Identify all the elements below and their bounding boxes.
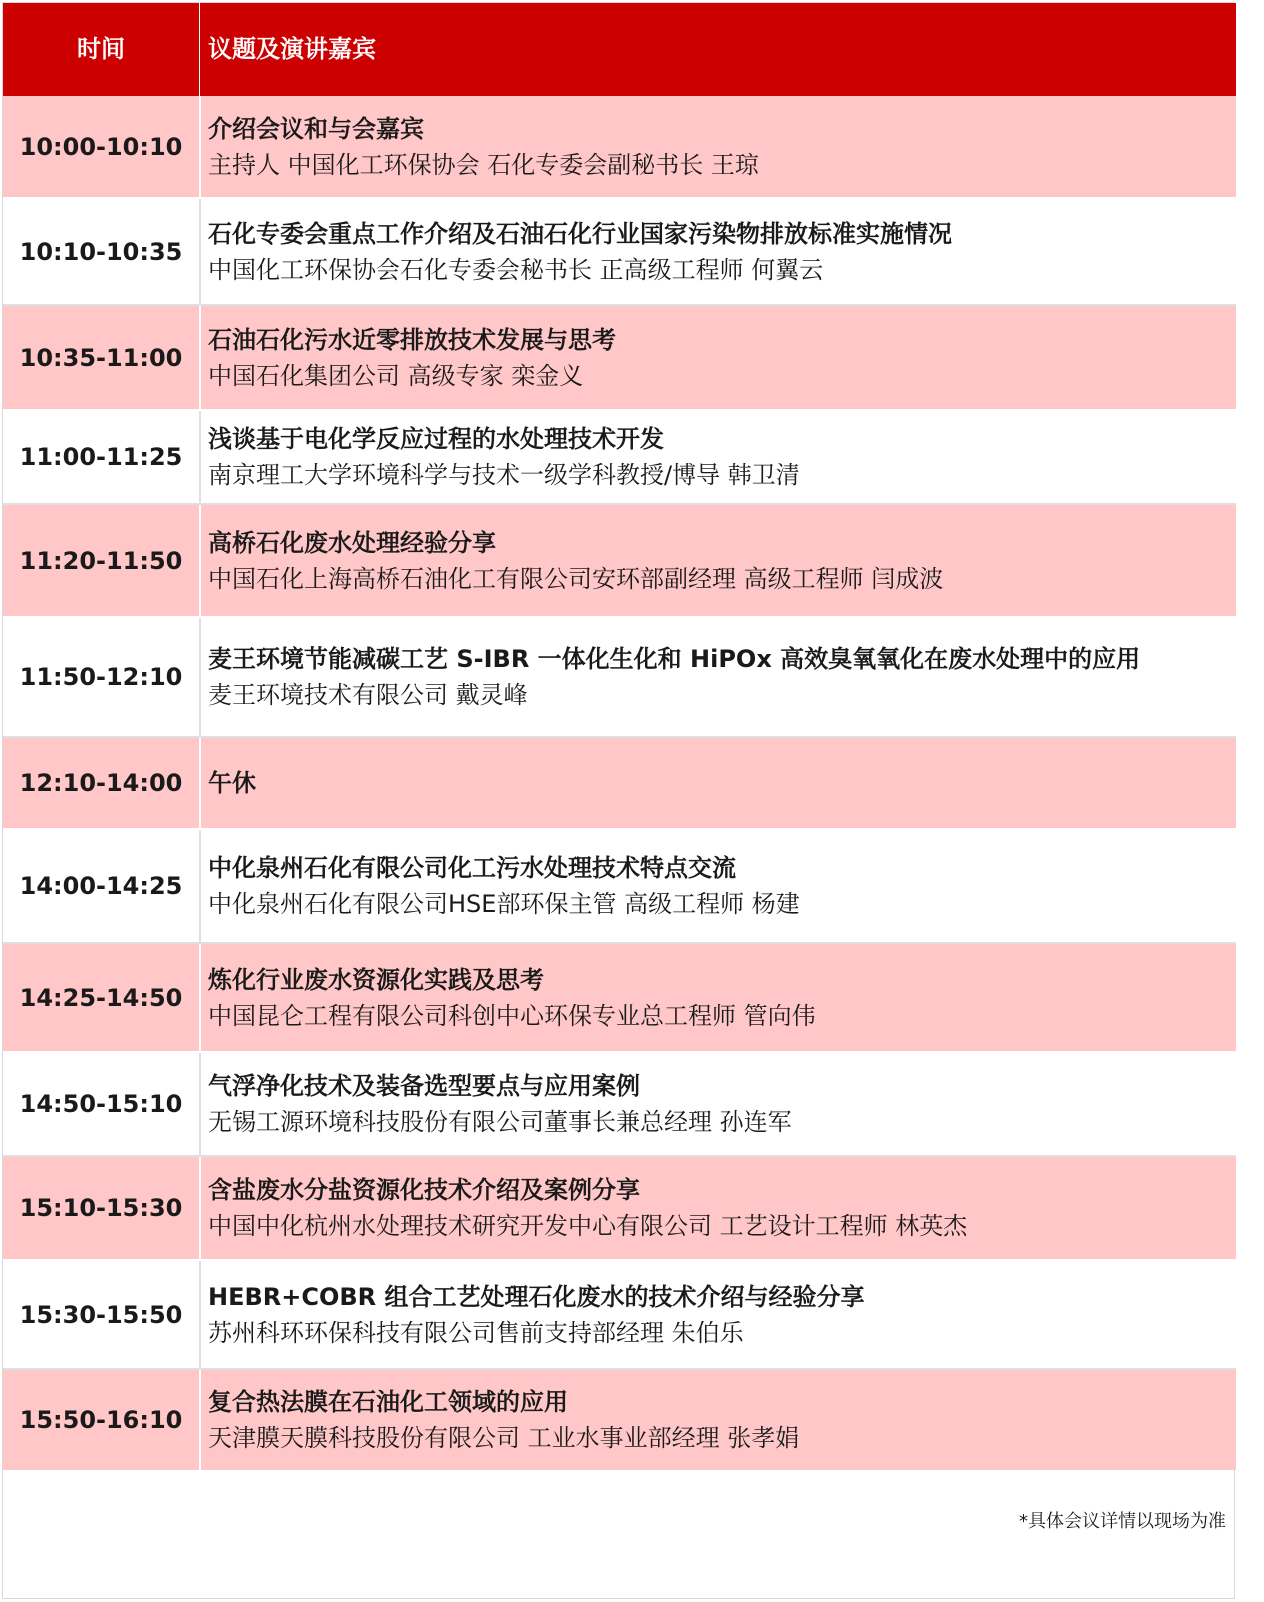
column-divider bbox=[199, 944, 201, 1051]
row-content bbox=[208, 306, 1228, 409]
topic-title: 高桥石化废水处理经验分享 bbox=[208, 528, 496, 557]
row-time: 11:00-11:25 bbox=[19, 443, 183, 471]
speaker-info: 主持人 中国化工环保协会 石化专委会副秘书长 王琼 bbox=[208, 150, 759, 179]
speaker-info: 中国石化上海高桥石油化工有限公司安环部副经理 高级工程师 闫成波 bbox=[208, 564, 944, 593]
row-time: 10:00-10:10 bbox=[19, 132, 183, 161]
topic-title: 复合热法膜在石油化工领域的应用 bbox=[208, 1388, 568, 1416]
topic-title: 炼化行业废水资源化实践及思考 bbox=[208, 965, 544, 994]
footnote: *具体会议详情以现场为准 bbox=[1019, 1511, 1226, 1532]
row-content bbox=[208, 96, 1228, 197]
table-row bbox=[3, 199, 1236, 306]
column-divider bbox=[199, 1053, 201, 1155]
row-content bbox=[208, 1370, 1228, 1470]
row-content bbox=[208, 738, 1228, 828]
row-content bbox=[208, 618, 1228, 736]
table-row bbox=[3, 96, 1236, 199]
table-row bbox=[3, 505, 1236, 618]
topic-title: 中化泉州石化有限公司化工污水处理技术特点交流 bbox=[208, 854, 736, 882]
column-divider bbox=[199, 618, 201, 736]
row-time: 14:00-14:25 bbox=[19, 872, 183, 900]
speaker-info: 中国化工环保协会石化专委会秘书长 正高级工程师 何翼云 bbox=[208, 255, 824, 284]
column-divider bbox=[199, 738, 201, 828]
speaker-info: 无锡工源环境科技股份有限公司董事长兼总经理 孙连军 bbox=[208, 1108, 792, 1136]
topic-title: 石油石化污水近零排放技术发展与思考 bbox=[208, 325, 616, 354]
speaker-info: 中国中化杭州水处理技术研究开发中心有限公司 工艺设计工程师 林英杰 bbox=[208, 1212, 968, 1240]
row-content bbox=[208, 944, 1228, 1051]
column-divider bbox=[199, 199, 201, 304]
column-divider bbox=[199, 1157, 201, 1259]
topic-title: HEBR+COBR 组合工艺处理石化废水的技术介绍与经验分享 bbox=[208, 1282, 865, 1311]
row-time: 14:50-15:10 bbox=[19, 1090, 183, 1118]
row-time: 15:50-16:10 bbox=[19, 1406, 183, 1434]
table-row bbox=[3, 1053, 1236, 1157]
row-time: 11:50-12:10 bbox=[19, 663, 183, 691]
table-row bbox=[3, 944, 1236, 1053]
topic-title: 麦王环境节能减碳工艺 S-IBR 一体化生化和 HiPOx 高效臭氧氧化在废水处理中的应用 bbox=[208, 645, 1141, 673]
column-divider bbox=[199, 411, 201, 503]
row-time: 10:10-10:35 bbox=[19, 237, 183, 266]
row-time: 14:25-14:50 bbox=[19, 983, 183, 1012]
row-content bbox=[208, 411, 1228, 503]
table-row bbox=[3, 1370, 1236, 1470]
row-content bbox=[208, 1157, 1228, 1259]
row-time: 15:30-15:50 bbox=[19, 1300, 183, 1329]
speaker-info: 天津膜天膜科技股份有限公司 工业水事业部经理 张孝娟 bbox=[208, 1424, 800, 1452]
topic-title: 午休 bbox=[208, 769, 256, 797]
column-divider bbox=[199, 1370, 201, 1470]
header-topic: 议题及演讲嘉宾 bbox=[208, 35, 376, 63]
header-time: 时间 bbox=[77, 35, 125, 63]
column-divider bbox=[199, 830, 201, 942]
row-content bbox=[208, 1053, 1228, 1155]
table-row bbox=[3, 306, 1236, 411]
row-content bbox=[208, 199, 1228, 304]
header-divider bbox=[199, 3, 200, 96]
topic-title: 浅谈基于电化学反应过程的水处理技术开发 bbox=[208, 425, 664, 453]
speaker-info: 中化泉州石化有限公司HSE部环保主管 高级工程师 杨建 bbox=[208, 890, 800, 918]
table-row bbox=[3, 1261, 1236, 1370]
speaker-info: 中国石化集团公司 高级专家 栾金义 bbox=[208, 361, 584, 390]
column-divider bbox=[199, 505, 201, 616]
speaker-info: 麦王环境技术有限公司 戴灵峰 bbox=[208, 681, 528, 709]
row-content bbox=[208, 830, 1228, 942]
row-time: 15:10-15:30 bbox=[19, 1194, 183, 1222]
table-row bbox=[3, 618, 1236, 738]
table-header bbox=[3, 3, 1236, 96]
row-content bbox=[208, 1261, 1228, 1368]
column-divider bbox=[199, 96, 201, 197]
column-divider bbox=[199, 1261, 201, 1368]
speaker-info: 南京理工大学环境科学与技术一级学科教授/博导 韩卫清 bbox=[208, 461, 800, 489]
speaker-info: 中国昆仑工程有限公司科创中心环保专业总工程师 管向伟 bbox=[208, 1001, 816, 1030]
topic-title: 气浮净化技术及装备选型要点与应用案例 bbox=[208, 1072, 640, 1100]
row-time: 10:35-11:00 bbox=[19, 343, 183, 372]
row-time: 11:20-11:50 bbox=[19, 546, 183, 575]
agenda-table bbox=[2, 2, 1235, 1599]
row-time: 12:10-14:00 bbox=[19, 769, 183, 797]
topic-title: 石化专委会重点工作介绍及石油石化行业国家污染物排放标准实施情况 bbox=[208, 219, 952, 248]
speaker-info: 苏州科环环保科技有限公司售前支持部经理 朱伯乐 bbox=[208, 1318, 744, 1347]
column-divider bbox=[199, 306, 201, 409]
topic-title: 含盐废水分盐资源化技术介绍及案例分享 bbox=[208, 1176, 640, 1204]
table-row bbox=[3, 830, 1236, 944]
table-row bbox=[3, 411, 1236, 505]
row-content bbox=[208, 505, 1228, 616]
table-row bbox=[3, 738, 1236, 830]
table-row bbox=[3, 1157, 1236, 1261]
topic-title: 介绍会议和与会嘉宾 bbox=[208, 114, 424, 143]
